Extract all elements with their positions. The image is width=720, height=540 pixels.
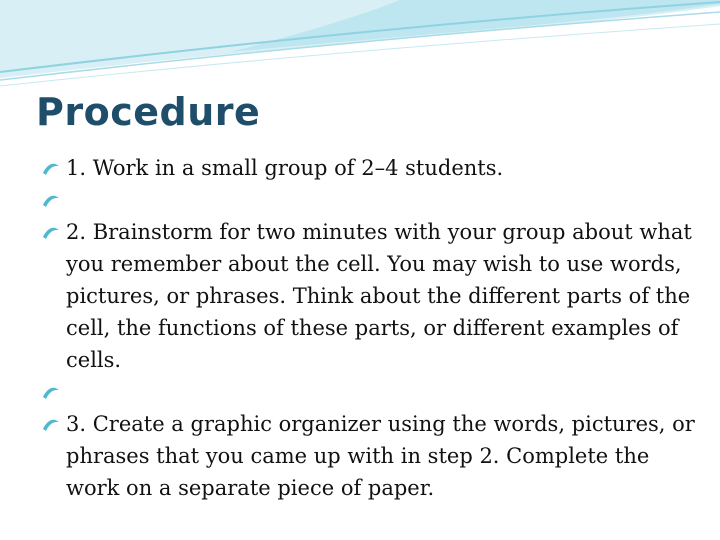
slide-title: Procedure bbox=[36, 90, 261, 134]
header-wave-decoration bbox=[0, 0, 720, 90]
bullet-swoosh-icon bbox=[42, 386, 60, 400]
bullet-swoosh-icon bbox=[42, 194, 60, 208]
bullet-item-2 bbox=[40, 216, 700, 376]
bullet-text: 3. Create a graphic organizer using the words, pictures, or phrases that you came up with in step 2. Complete the work on a separate piece of paper. bbox=[66, 412, 695, 500]
bullet-item-empty bbox=[40, 184, 700, 216]
bullet-item-3 bbox=[40, 408, 700, 504]
bullet-list bbox=[40, 152, 700, 504]
bullet-text: 1. Work in a small group of 2–4 students. bbox=[66, 156, 504, 180]
bullet-swoosh-icon bbox=[42, 162, 60, 176]
bullet-swoosh-icon bbox=[42, 418, 60, 432]
bullet-item-empty bbox=[40, 376, 700, 408]
bullet-swoosh-icon bbox=[42, 226, 60, 240]
bullet-item-1 bbox=[40, 152, 700, 184]
bullet-text: 2. Brainstorm for two minutes with your group about what you remember about the cell. You may wish to use words, pictures, or phrases. Think about the different parts of the cell, the functions of these parts, or different examples of cells. bbox=[66, 220, 692, 372]
